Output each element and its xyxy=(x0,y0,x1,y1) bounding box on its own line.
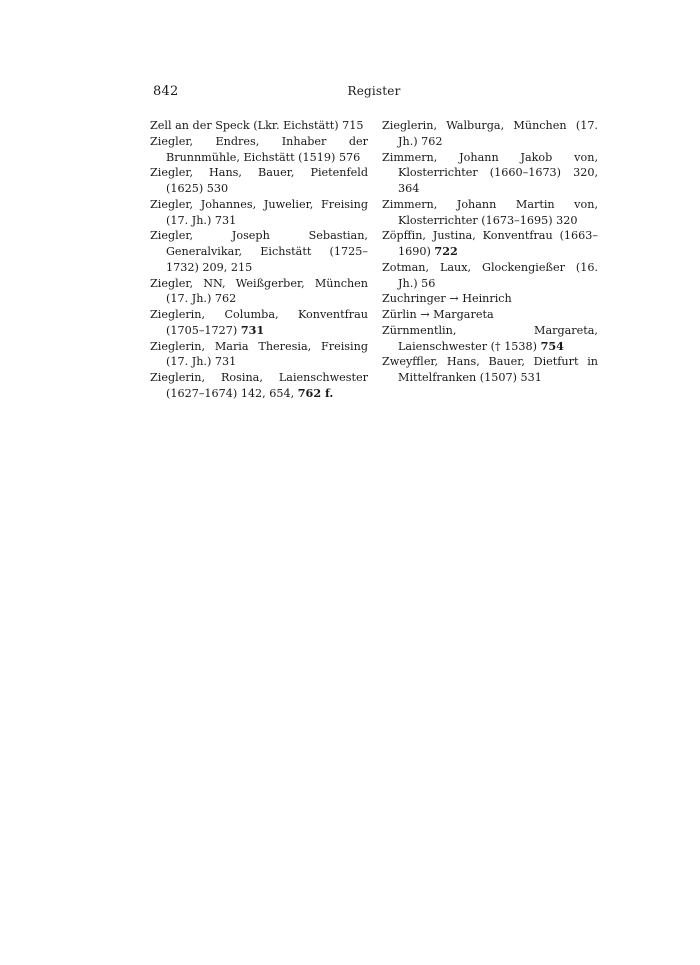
register-entry: Ziegler, NN, Weißgerber, München (17. Jh.) 762 xyxy=(150,276,368,306)
register-entry: Ziegler, Hans, Bauer, Pietenfeld (1625) 530 xyxy=(150,166,368,195)
register-entry: Zimmern, Johann Martin von, Klosterrichter (1673–1695) 320 xyxy=(382,197,598,227)
register-entry: Zotman, Laux, Glockengießer (16. Jh.) 56 xyxy=(382,260,598,290)
register-entry: Ziegler, Endres, Inhaber der Brunnmühle, Eichstätt (1519) 576 xyxy=(150,134,368,164)
register-entry: Ziegler, Johannes, Juwelier, Freising (17. Jh.) 731 xyxy=(150,197,368,227)
register-column-left xyxy=(150,118,368,402)
running-title: Register xyxy=(347,84,401,98)
page-header xyxy=(150,84,598,104)
register-entry: Zieglerin, Columba, Konventfrau (1705–1727) 731 xyxy=(150,308,368,337)
register-column-right xyxy=(382,118,598,386)
register-entry: Zürlin → Margareta xyxy=(382,308,494,321)
register-entry: Zürnmentlin, Margareta, Laienschwester († 1538) 754 xyxy=(382,323,598,353)
register-entry: Zieglerin, Rosina, Laienschwester (1627–1674) 142, 654, 762 f. xyxy=(150,371,368,400)
register-entry: Zimmern, Johann Jakob von, Klosterrichter (1660–1673) 320, 364 xyxy=(382,150,598,195)
register-entry: Ziegler, Joseph Sebastian, Generalvikar, Eichstätt (1725–1732) 209, 215 xyxy=(150,229,368,274)
register-entry: Zieglerin, Maria Theresia, Freising (17. Jh.) 731 xyxy=(150,339,368,369)
register-entry: Zuchringer → Heinrich xyxy=(382,292,512,306)
register-entry: Zieglerin, Walburga, München (17. Jh.) 762 xyxy=(382,119,598,148)
register-entry: Zweyffler, Hans, Bauer, Dietfurt in Mittelfranken (1507) 531 xyxy=(382,355,598,384)
register-entry: Zell an der Speck (Lkr. Eichstätt) 715 xyxy=(150,119,364,132)
page-number: 842 xyxy=(153,84,179,99)
register-entry: Zöpffin, Justina, Konventfrau (1663–1690) 722 xyxy=(382,229,598,258)
